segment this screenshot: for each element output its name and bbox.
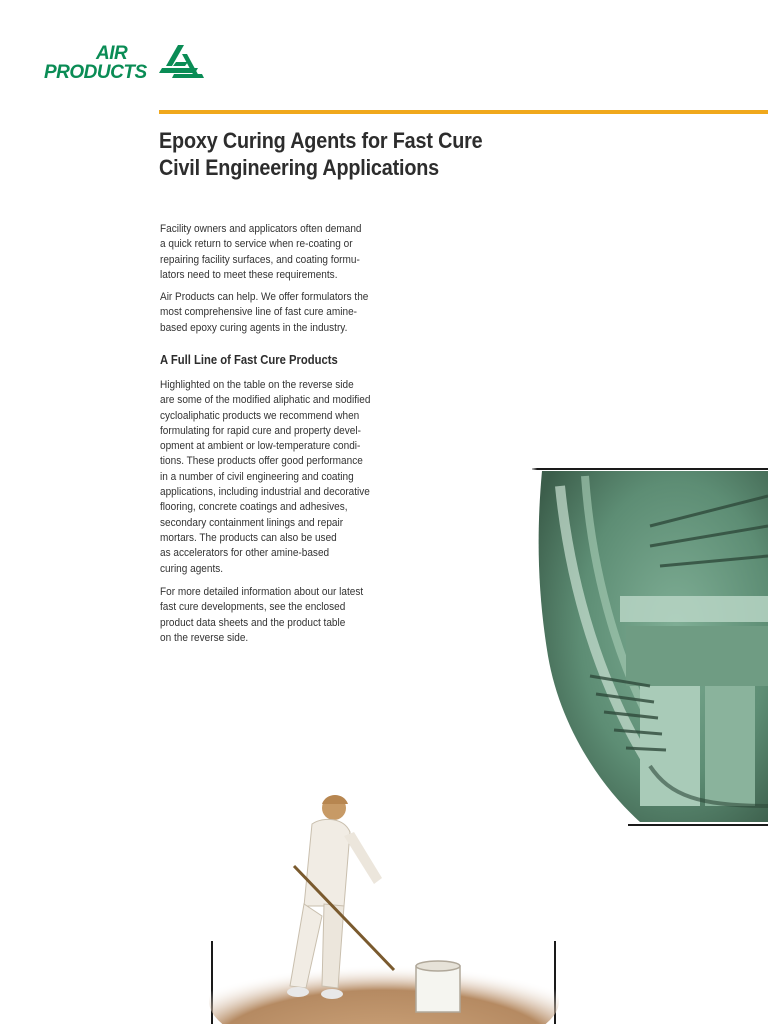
title-line-1: Epoxy Curing Agents for Fast Cure — [159, 128, 483, 153]
worker-photo — [204, 786, 564, 1024]
air-products-triangle-icon — [158, 44, 206, 84]
text-line: tions. These products offer good performance — [160, 455, 363, 468]
text-line: flooring, concrete coatings and adhesives, — [160, 501, 348, 514]
section-subheading: A Full Line of Fast Cure Products — [160, 353, 338, 367]
text-line: as accelerators for other amine-based — [160, 547, 330, 560]
products-paragraph — [160, 378, 402, 577]
offer-paragraph — [160, 290, 402, 336]
text-line: For more detailed information about our latest — [160, 586, 364, 598]
header-accent-rule — [159, 110, 768, 114]
text-line: fast cure developments, see the enclosed — [160, 601, 346, 614]
text-line: in a number of civil engineering and coating — [160, 470, 354, 483]
text-line: a quick return to service when re-coating or — [160, 238, 353, 251]
more-info-paragraph — [160, 585, 402, 646]
text-line: Highlighted on the table on the reverse side — [160, 379, 354, 391]
page-title — [159, 127, 529, 181]
text-line: mortars. The products can also be used — [160, 531, 337, 544]
text-line: cycloaliphatic products we recommend when — [160, 409, 360, 422]
logo-line-air: AIR — [96, 43, 128, 64]
text-line: opment at ambient or low-temperature condi- — [160, 440, 361, 453]
intro-paragraph — [160, 222, 402, 283]
text-line: product data sheets and the product table — [160, 616, 346, 629]
bridge-photo — [530, 466, 768, 828]
text-line: formulating for rapid cure and property devel- — [160, 424, 361, 437]
text-line: curing agents. — [160, 562, 224, 575]
text-line: most comprehensive line of fast cure amine- — [160, 306, 358, 319]
text-line: are some of the modified aliphatic and modified — [160, 394, 371, 407]
text-line: based epoxy curing agents in the industry. — [160, 321, 348, 334]
text-line: Facility owners and applicators often demand — [160, 223, 362, 235]
text-line: Air Products can help. We offer formulators the — [160, 291, 369, 303]
text-line: applications, including industrial and decorative — [160, 486, 370, 499]
text-line: lators need to meet these requirements. — [160, 268, 338, 281]
text-line: secondary containment linings and repair — [160, 516, 344, 529]
text-line: repairing facility surfaces, and coating formu- — [160, 253, 360, 266]
logo-line-products: PRODUCTS — [44, 62, 147, 83]
air-products-logo — [44, 44, 209, 86]
title-line-2: Civil Engineering Applications — [159, 155, 440, 180]
text-line: on the reverse side. — [160, 631, 249, 644]
